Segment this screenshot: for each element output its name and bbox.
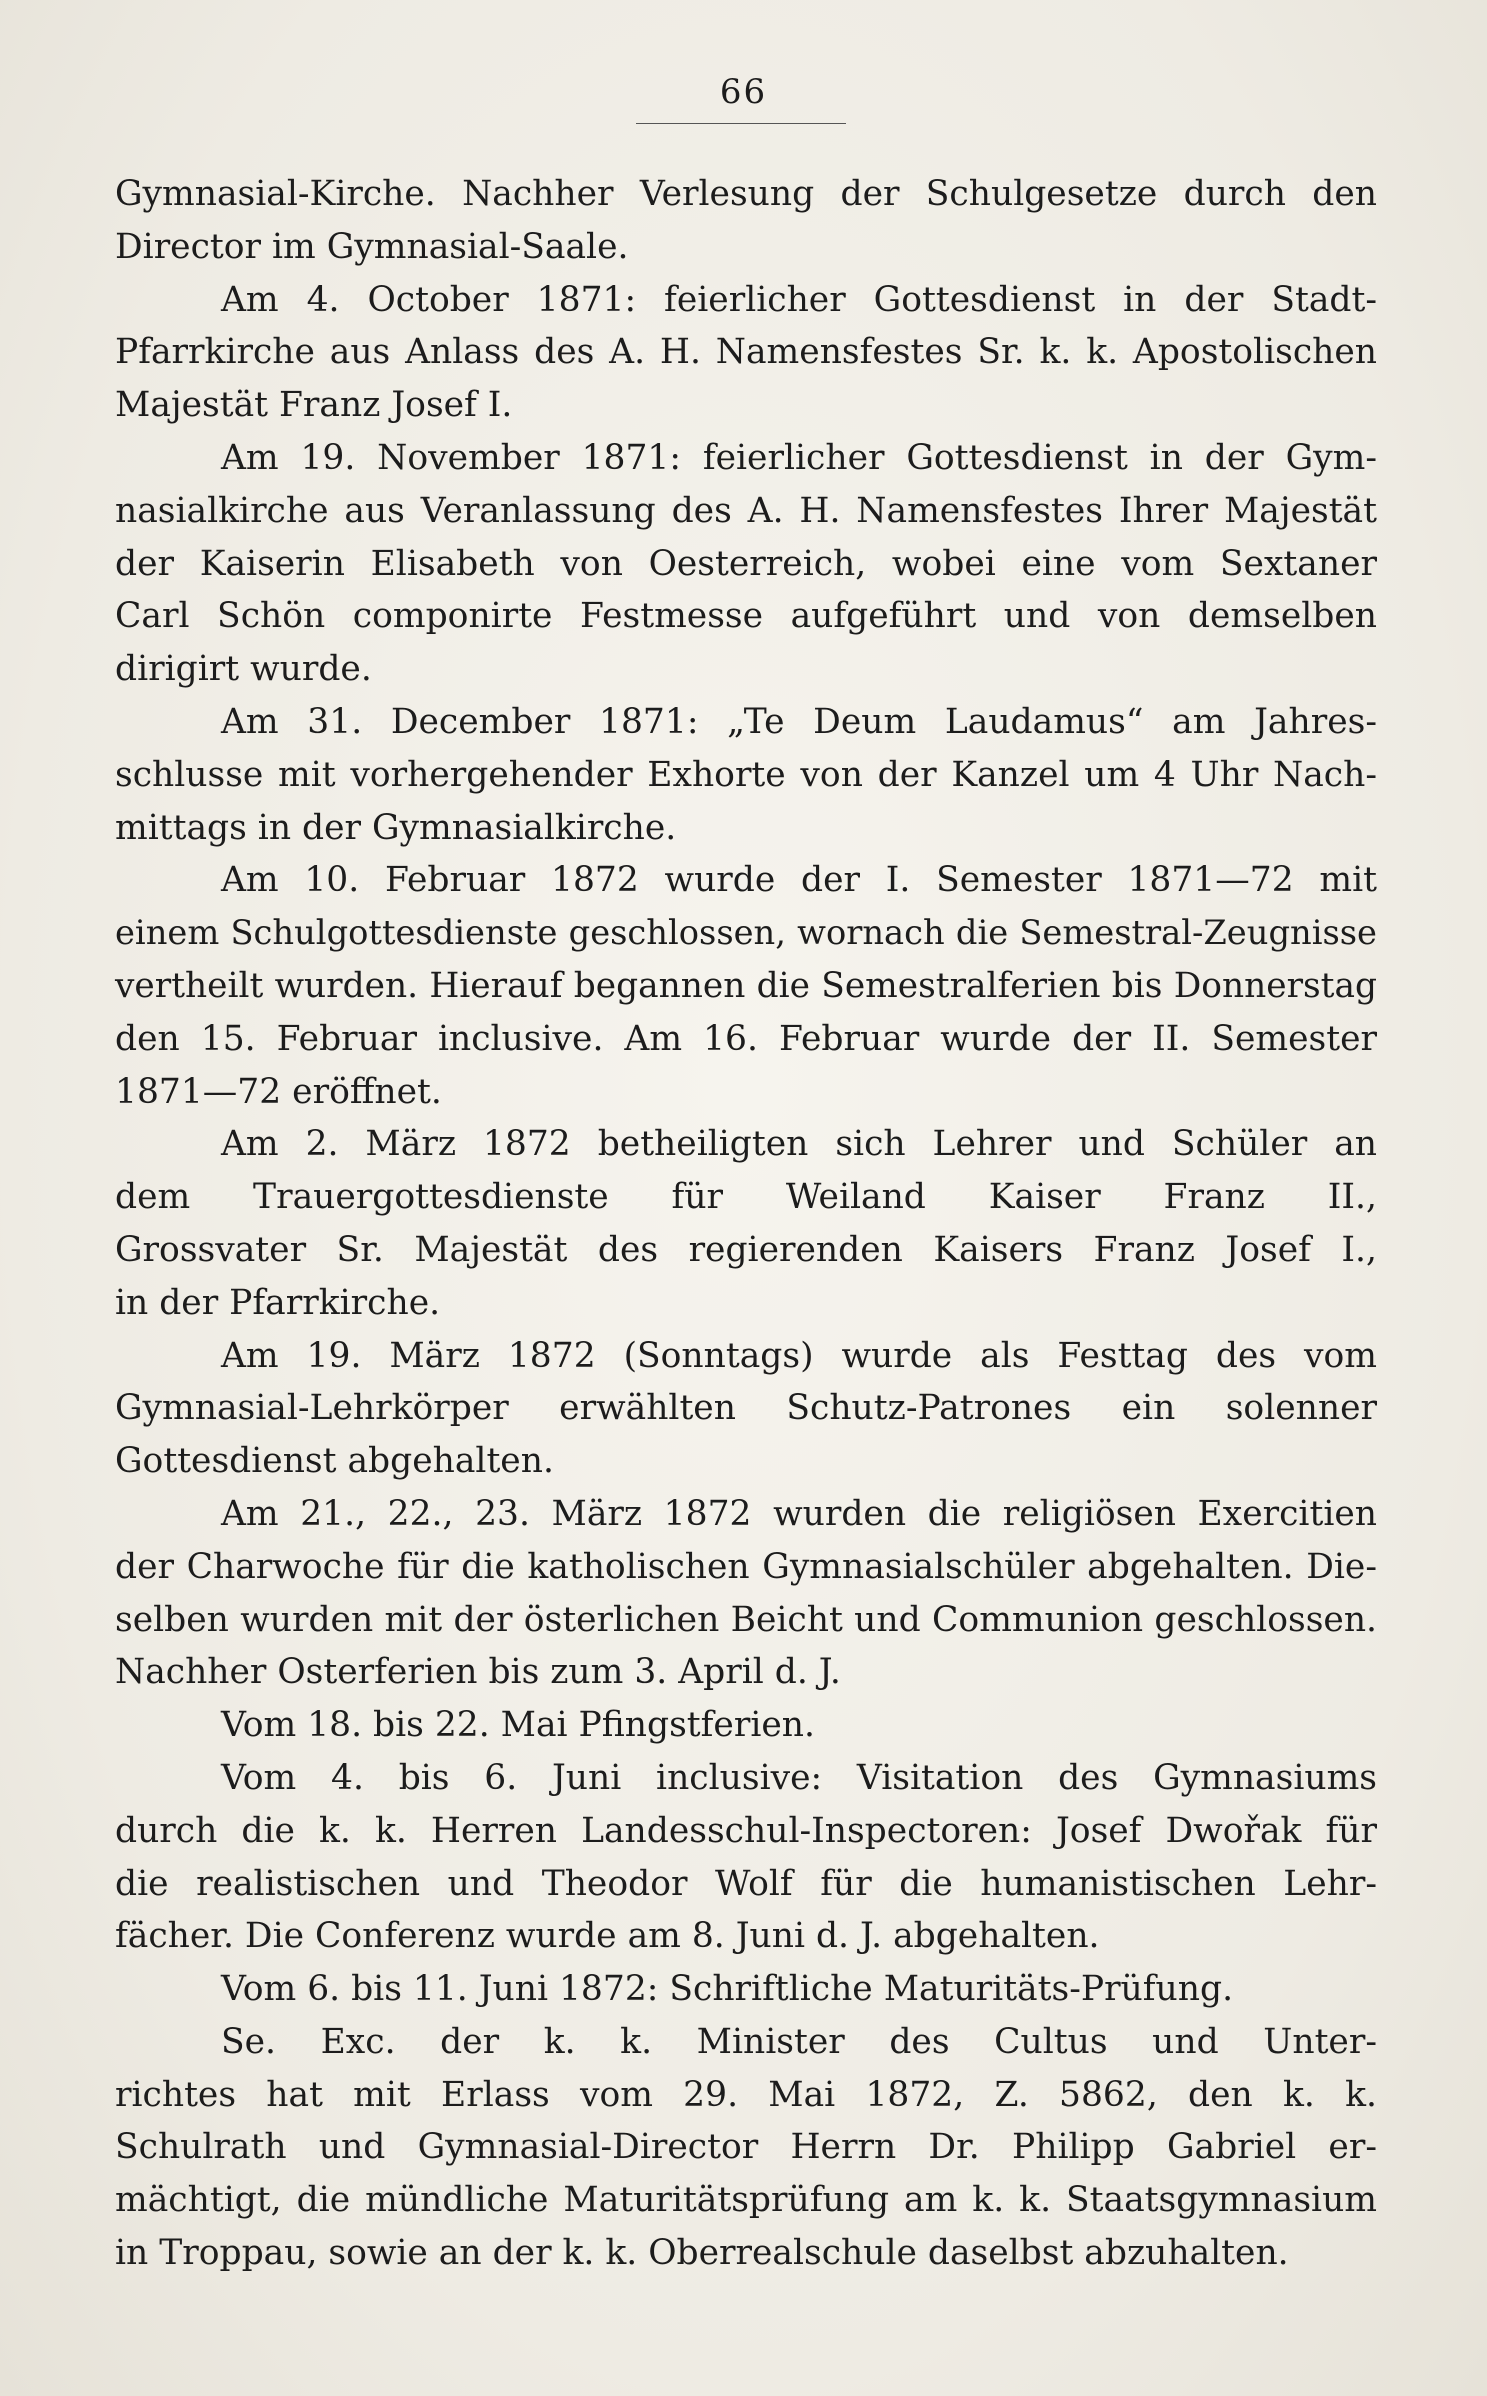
paragraph	[115, 1752, 1377, 1963]
paragraph	[115, 168, 1377, 274]
text-line: Schulrath und Gymnasial-Director Herrn Dr. Philipp Gabriel er-	[115, 2127, 1377, 2168]
page-number: 66	[719, 72, 768, 112]
paragraph	[115, 1488, 1377, 1699]
text-line: Gymnasial-Lehrkörper erwählten Schutz-Patrones ein solenner	[115, 1388, 1377, 1429]
paragraph	[115, 696, 1377, 854]
text-line: Am 19. März 1872 (Sonntags) wurde als Festtag des vom	[221, 1335, 1377, 1376]
text-line: mächtigt, die mündliche Maturitätsprüfung am k. k. Staatsgymnasium	[115, 2180, 1377, 2221]
text-line: Grossvater Sr. Majestät des regierenden Kaisers Franz Josef I.,	[115, 1229, 1377, 1270]
text-line: den 15. Februar inclusive. Am 16. Februar wurde der II. Semester	[115, 1018, 1377, 1059]
text-line: Se. Exc. der k. k. Minister des Cultus und Unter-	[221, 2021, 1377, 2062]
text-line: mittags in der Gymnasialkirche.	[115, 807, 677, 848]
text-line: Vom 4. bis 6. Juni inclusive: Visitation des Gymnasiums	[221, 1757, 1377, 1798]
text-line: der Kaiserin Elisabeth von Oesterreich, wobei eine vom Sextaner	[115, 543, 1377, 584]
text-line: Director im Gymnasial-Saale.	[115, 226, 629, 267]
text-line: Am 31. December 1871: „Te Deum Laudamus“ am Jahres-	[221, 701, 1377, 742]
text-line: in Troppau, sowie an der k. k. Oberrealschule daselbst abzuhalten.	[115, 2233, 1289, 2274]
text-line: Vom 6. bis 11. Juni 1872: Schriftliche Maturitäts-Prüfung.	[221, 1969, 1234, 2010]
text-line: vertheilt wurden. Hierauf begannen die Semestralferien bis Donnerstag	[115, 965, 1377, 1006]
paragraph	[115, 274, 1377, 432]
text-line: Am 2. März 1872 betheiligten sich Lehrer und Schüler an	[221, 1124, 1377, 1165]
text-line: Gottesdienst abgehalten.	[115, 1441, 554, 1482]
text-line: 1871—72 eröffnet.	[115, 1071, 442, 1112]
page-body	[115, 168, 1377, 2280]
text-line: einem Schulgottesdienste geschlossen, wornach die Semestral-Zeugnisse	[115, 913, 1377, 953]
text-line: fächer. Die Conferenz wurde am 8. Juni d. J. abgehalten.	[115, 1916, 1100, 1957]
text-line: Majestät Franz Josef I.	[115, 385, 513, 426]
paragraph	[115, 1963, 1377, 2016]
text-line: richtes hat mit Erlass vom 29. Mai 1872, Z. 5862, den k. k.	[115, 2074, 1377, 2115]
text-line: durch die k. k. Herren Landesschul-Inspectoren: Josef Dwořak für	[115, 1810, 1377, 1851]
text-line: nasialkirche aus Veranlassung des A. H. Namensfestes Ihrer Majestät	[115, 490, 1377, 531]
text-line: Am 19. November 1871: feierlicher Gottesdienst in der Gym-	[221, 437, 1377, 478]
text-line: schlusse mit vorhergehender Exhorte von der Kanzel um 4 Uhr Nach-	[115, 754, 1377, 795]
paragraph	[115, 1330, 1377, 1488]
text-line: Gymnasial-Kirche. Nachher Verlesung der Schulgesetze durch den	[115, 174, 1377, 214]
paragraph	[115, 432, 1377, 696]
text-line: dirigirt wurde.	[115, 649, 372, 690]
text-line: Am 21., 22., 23. März 1872 wurden die religiösen Exercitien	[221, 1493, 1377, 1534]
text-line: dem Trauergottesdienste für Weiland Kaiser Franz II.,	[115, 1177, 1377, 1218]
text-line: der Charwoche für die katholischen Gymnasialschüler abgehalten. Die-	[115, 1546, 1377, 1587]
header-rule	[636, 123, 846, 124]
paragraph	[115, 854, 1377, 1118]
paragraph	[115, 2016, 1377, 2280]
text-line: in der Pfarrkirche.	[115, 1282, 441, 1323]
text-line: die realistischen und Theodor Wolf für die humanistischen Lehr-	[115, 1863, 1377, 1904]
text-line: Carl Schön componirte Festmesse aufgeführt und von demselben	[115, 596, 1377, 637]
text-line: Pfarrkirche aus Anlass des A. H. Namensfestes Sr. k. k. Apostolischen	[115, 332, 1377, 373]
paragraph	[115, 1699, 1377, 1752]
text-line: Am 4. October 1871: feierlicher Gottesdienst in der Stadt-	[221, 279, 1377, 320]
text-line: selben wurden mit der österlichen Beicht und Communion geschlossen.	[115, 1599, 1377, 1640]
text-line: Vom 18. bis 22. Mai Pfingstferien.	[221, 1705, 815, 1746]
text-line: Am 10. Februar 1872 wurde der I. Semester 1871—72 mit	[221, 860, 1377, 901]
text-line: Nachher Osterferien bis zum 3. April d. J.	[115, 1652, 841, 1693]
paragraph	[115, 1118, 1377, 1329]
